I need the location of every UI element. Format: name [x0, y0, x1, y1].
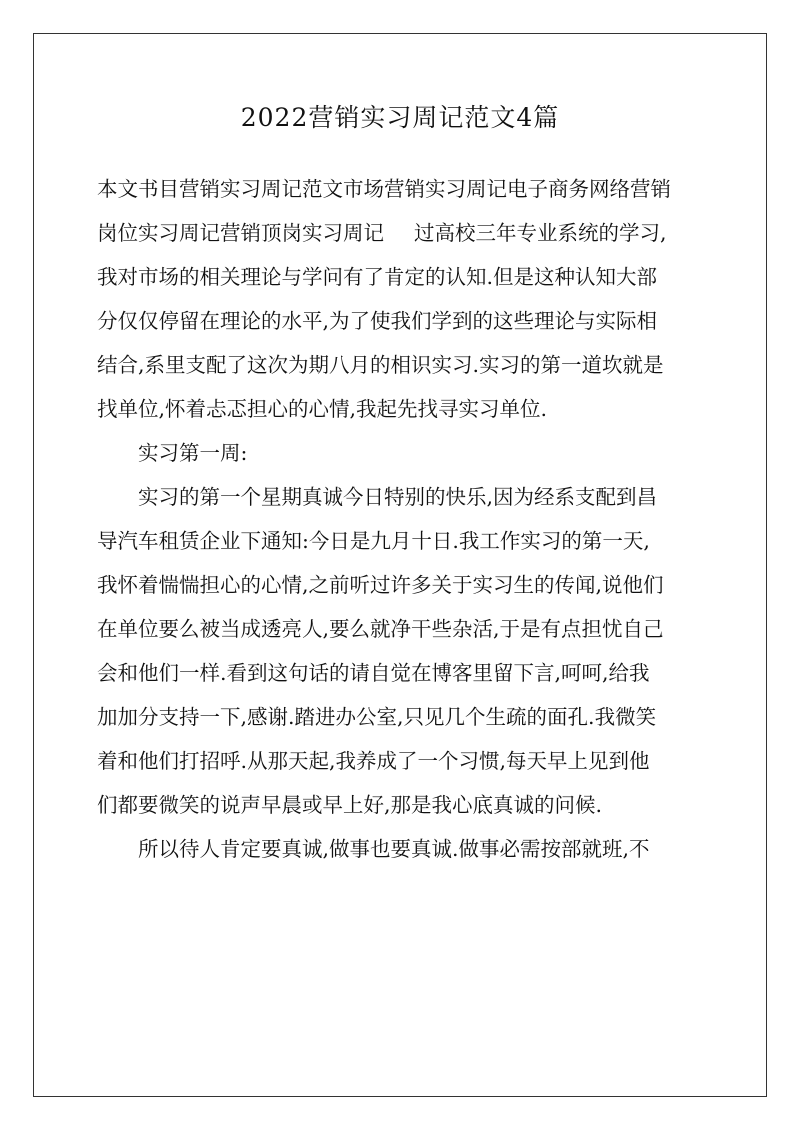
body-line: 在单位要么被当成透亮人,要么就净干些杂活,于是有点担忧自己: [97, 617, 664, 641]
document-title: 2022营销实习周记范文4篇: [240, 103, 560, 132]
body-line-segment: 过高校三年专业系统的学习,: [414, 221, 667, 245]
body-line: 分仅仅停留在理论的水平,为了使我们学到的这些理论与实际相: [97, 309, 658, 333]
body-line: 我对市场的相关理论与学问有了肯定的认知.但是这种认知大部: [97, 265, 658, 289]
section-heading: 实习第一周:: [138, 441, 248, 465]
body-line: 实习的第一个星期真诚今日特别的快乐,因为经系支配到昌: [138, 485, 658, 509]
body-line: 我怀着惴惴担心的心情,之前听过许多关于实习生的传闻,说他们: [97, 573, 664, 597]
body-line: 所以待人肯定要真诚,做事也要真诚.做事必需按部就班,不: [138, 837, 650, 861]
body-line-segment: 岗位实习周记营销顶岗实习周记: [97, 221, 384, 245]
body-line: 结合,系里支配了这次为期八月的相识实习.实习的第一道坎就是: [97, 353, 664, 377]
body-line: 们都要微笑的说声早晨或早上好,那是我心底真诚的问候.: [97, 793, 603, 817]
body-line: 加加分支持一下,感谢.踏进办公室,只见几个生疏的面孔.我微笑: [97, 705, 657, 729]
document-body: [97, 167, 709, 871]
body-line: [97, 211, 709, 255]
body-line: 着和他们打招呼.从那天起,我养成了一个习惯,每天早上见到他: [97, 749, 650, 773]
body-line: 导汽车租赁企业下通知:今日是九月十日.我工作实习的第一天,: [97, 529, 650, 553]
body-line: 本文书目营销实习周记范文市场营销实习周记电子商务网络营销: [97, 177, 671, 201]
body-line: 找单位,怀着忐忑担心的心情,我起先找寻实习单位.: [97, 397, 548, 421]
body-line: 会和他们一样.看到这句话的请自觉在博客里留下言,呵呵,给我: [97, 661, 650, 685]
